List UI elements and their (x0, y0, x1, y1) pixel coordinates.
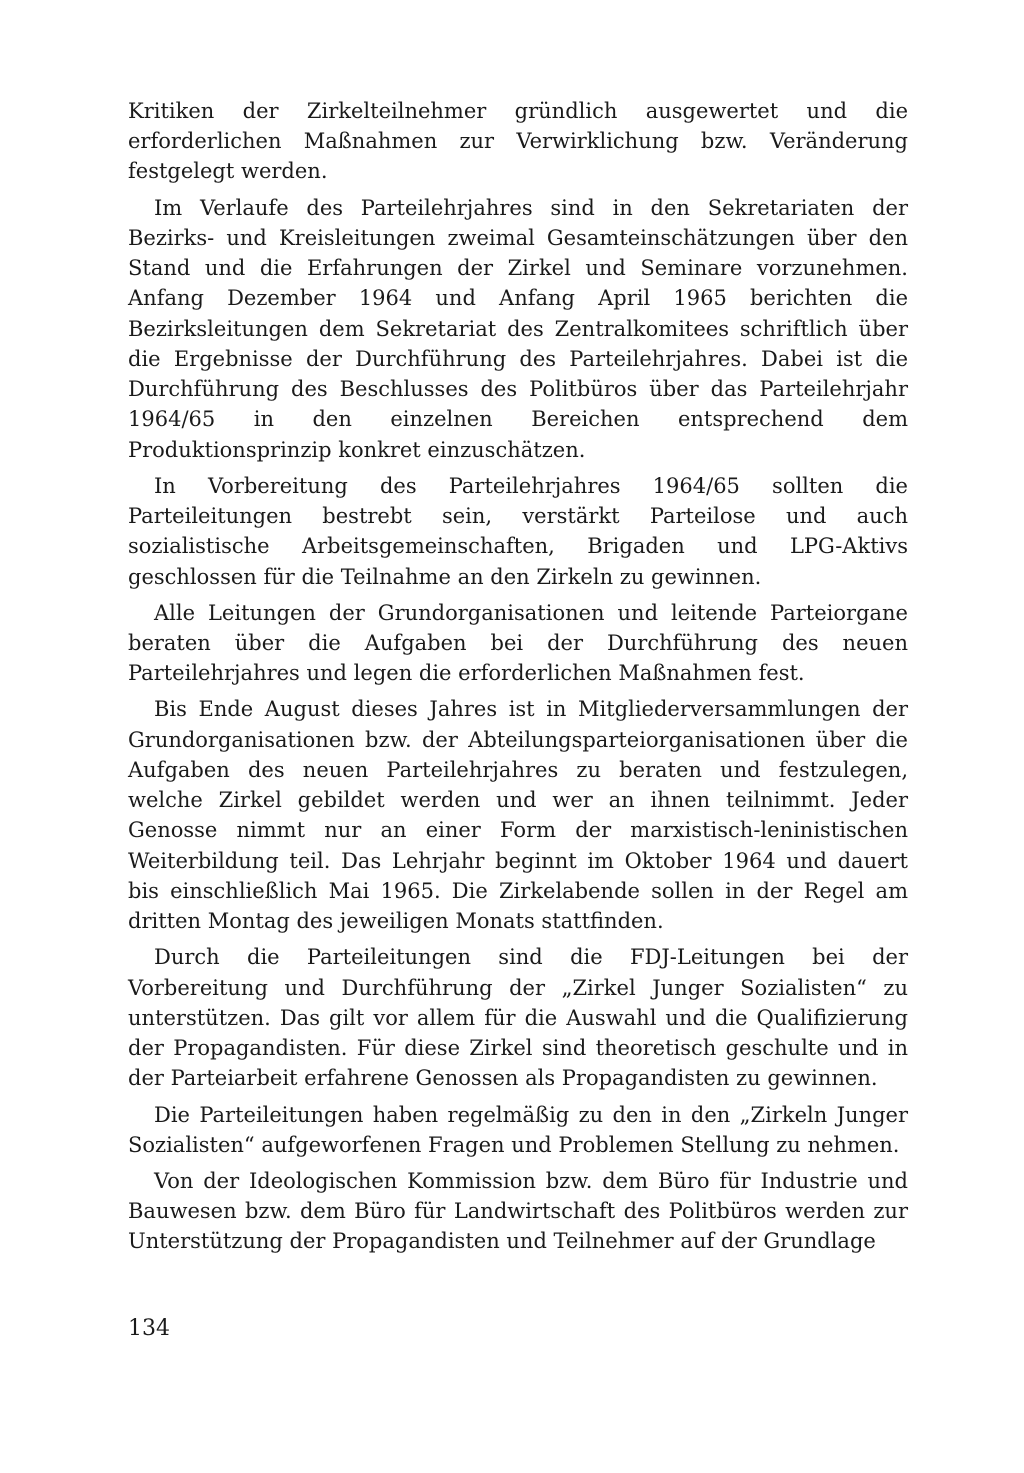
paragraph-verlaufe: Im Verlaufe des Parteilehrjahres sind in den Sekretariaten der Bezirks- und Kreisleitungen zweimal Gesamteinschätzungen über den Stand und die Erfahrungen der Zirkel und Seminare vorzunehmen. Anfang Dezember 1964 und Anfang April 1965 berichten die Bezirksleitungen dem Sekretariat des Zentralkomitees schriftlich über die Ergebnisse der Durchführung des Parteilehrjahres. Dabei ist die Durchführung des Beschlusses des Politbüros über das Parteilehrjahr 1964/65 in den einzelnen Bereichen entsprechend dem Produktionsprinzip konkret einzuschätzen. (128, 195, 908, 462)
paragraph-vorbereitung: In Vorbereitung des Parteilehrjahres 1964/65 sollten die Parteileitungen bestrebt sein, verstärkt Parteilose und auch sozialistische Arbeitsgemeinschaften, Brigaden und LPG-Aktivs geschlossen für die Teilnahme an den Zirkeln zu gewinnen. (128, 473, 908, 589)
paragraph-leitungen: Alle Leitungen der Grundorganisationen und leitende Parteiorgane beraten über die Aufgaben bei der Durchführung des neuen Parteilehrjahres und legen die erforderlichen Maßnahmen fest. (128, 600, 908, 686)
paragraph-fdj: Durch die Parteileitungen sind die FDJ-Leitungen bei der Vorbereitung und Durchführung der „Zirkel Junger Sozialisten“ zu unterstützen. Das gilt vor allem für die Auswahl und die Qualifizierung der Propagandisten. Für diese Zirkel sind theoretisch geschulte und in der Parteiarbeit erfahrene Genossen als Propagandisten zu gewinnen. (128, 945, 908, 1091)
body-text (128, 96, 908, 1263)
paragraph-ende-august: Bis Ende August dieses Jahres ist in Mitgliederversammlungen der Grundorganisationen bzw. der Abteilungsparteiorganisationen über die Aufgaben des neuen Parteilehrjahres zu beraten und festzulegen, welche Zirkel gebildet werden und wer an ihnen teilnimmt. Jeder Genosse nimmt nur an einer Form der marxistisch-leninistischen Weiterbildung teil. Das Lehrjahr beginnt im Oktober 1964 und dauert bis einschließlich Mai 1965. Die Zirkelabende sollen in der Regel am dritten Montag des jeweiligen Monats stattfinden. (128, 697, 908, 934)
paragraph-ideologische-kommission: Von der Ideologischen Kommission bzw. dem Büro für Industrie und Bauwesen bzw. dem Büro für Landwirtschaft des Politbüros werden zur Unterstützung der Propagandisten und Teilnehmer auf der Grundlage (128, 1168, 908, 1254)
paragraph-continuation: Kritiken der Zirkelteilnehmer gründlich ausgewertet und die erforderlichen Maßnahmen zur Verwirklichung bzw. Veränderung festgelegt werden. (128, 99, 908, 184)
page-number: 134 (128, 1316, 170, 1341)
paragraph-zirkel-junger-sozialisten: Die Parteileitungen haben regelmäßig zu den in den „Zirkeln Junger Sozialisten“ aufgeworfenen Fragen und Problemen Stellung zu nehmen. (128, 1102, 908, 1157)
